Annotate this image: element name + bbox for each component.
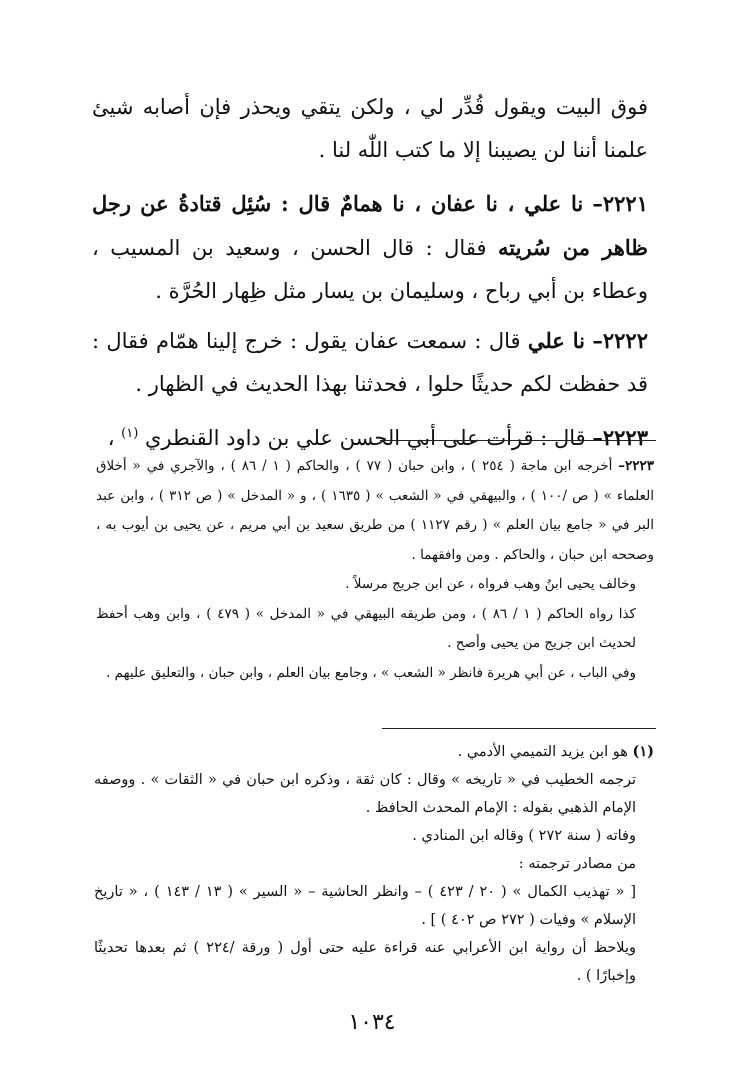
main-text: [92, 86, 648, 460]
footnote-rule: [382, 728, 656, 729]
takhrij-para: وفي الباب ، عن أبي هريرة فانظر « الشعب » ، وجامع بيان العلم ، وابن حبان ، والتعليق عليهم .: [106, 664, 636, 681]
hadith-number: ٢٢٢٢–: [592, 328, 648, 353]
footnotes: [94, 738, 654, 990]
takhrij-para: كذا رواه الحاكم ( ١ / ٨٦ ) ، ومن طريقه البيهقي في « المدخل » ( ٤٧٩ ) ، وابن وهب أحفظ لحديث ابن جريج من يحيى وأصح .: [96, 605, 636, 651]
footnote-text: هو ابن يزيد التميمي الأدمي .: [457, 744, 628, 760]
footnote-ref: (١): [121, 426, 139, 441]
hadith-text: فقال : قال الحسن ، وسعيد بن المسيب ، وعطاء بن أبي رباح ، وسليمان بن يسار مثل ظِهار الحُرَّة .: [92, 236, 648, 303]
hadith-number: ٢٢٢١–: [592, 191, 648, 216]
hadith-text-end: ،: [107, 426, 122, 450]
hadith-text: قال : سمعت عفان يقول : خرج إلينا همّام فقال : قد حفظت لكم حديثًا حلوا ، فحدثنا بهذا الحديث في الظهار .: [92, 329, 648, 396]
takhrij-para: [96, 452, 654, 570]
footnote-intro: [94, 738, 654, 766]
hadith-2221: [92, 182, 648, 313]
takhrij-text: أخرجه ابن ماجة ( ٢٥٤ ) ، وابن حبان ( ٧٧ ) ، والحاكم ( ١ / ٨٦ ) ، والآجري في « أخلاق العلماء » ( ص /١٠٠ ) ، والبيهقي في « الشعب » ( ١٦٣٥ ) ، و « المدخل » ( ص ٣١٢ ) ، وابن عبد البر في « جامع بيان العلم » ( رقم ١١٢٧ ) من طريق سعيد بن أبي مريم ، عن يحيى بن أيوب به ، وصححه ابن حبان ، والحاكم . ومن وافقهما .: [96, 458, 654, 563]
paragraph-continuation: فوق البيت ويقول قُدِّر لي ، ولكن يتقي ويحذر فإن أصابه شيئ علمنا أننا لن يصيبنا إلا ما كتب اللّٰه لنا .: [92, 95, 648, 162]
hadith-2222: [92, 319, 648, 406]
hadith-number: ٢٢٢٣–: [592, 425, 648, 450]
hadith-bold-phrase: رجل ظاهر من سُريته: [92, 191, 648, 260]
footnote-para: من مصادر ترجمته :: [518, 856, 636, 872]
hadith-text: قال : قرأت على أبي الحسن علي بن داود القنطري: [144, 426, 586, 450]
hadith-lead: نا علي: [527, 328, 586, 353]
hadith-lead: نا علي ، نا عفان ، نا همامٌ قال : سُئِل قتادةُ عن: [140, 191, 584, 216]
footnote-para: ترجمه الخطيب في « تاريخه » وقال : كان ثقة ، وذكره ابن حبان في « الثقات » . ووصفه الإمام الذهبي بقوله : الإمام المحدث الحافظ .: [94, 772, 636, 816]
footnote-para: ويلاحظ أن رواية ابن الأعرابي عنه قراءة عليه حتى أول ( ورقة /٢٢٤ ) ثم بعدها تحديثًا وإخبارًا ) .: [94, 940, 636, 984]
page-number: ١٠٣٤: [348, 1010, 396, 1035]
footnote-para: [ « تهذيب الكمال » ( ٢٠ / ٤٢٣ ) – وانظر الحاشية – « السير » ( ١٣ / ١٤٣ ) ، « تاريخ الإسلام » وفيات ( ٢٧٢ ص ٤٠٢ ) ] .: [94, 884, 636, 928]
takhrij-para: وخالف يحيى ابنُ وهب فرواه ، عن ابن جريج مرسلاً .: [345, 576, 636, 592]
takhrij-number: ٢٢٢٣–: [618, 458, 654, 474]
footnote-para: وفاته ( سنة ٢٧٢ ) وقاله ابن المنادي .: [412, 828, 636, 844]
footnote-marker: (١): [632, 743, 654, 760]
takhrij-notes: [96, 452, 654, 688]
separator-rule: [380, 440, 656, 441]
